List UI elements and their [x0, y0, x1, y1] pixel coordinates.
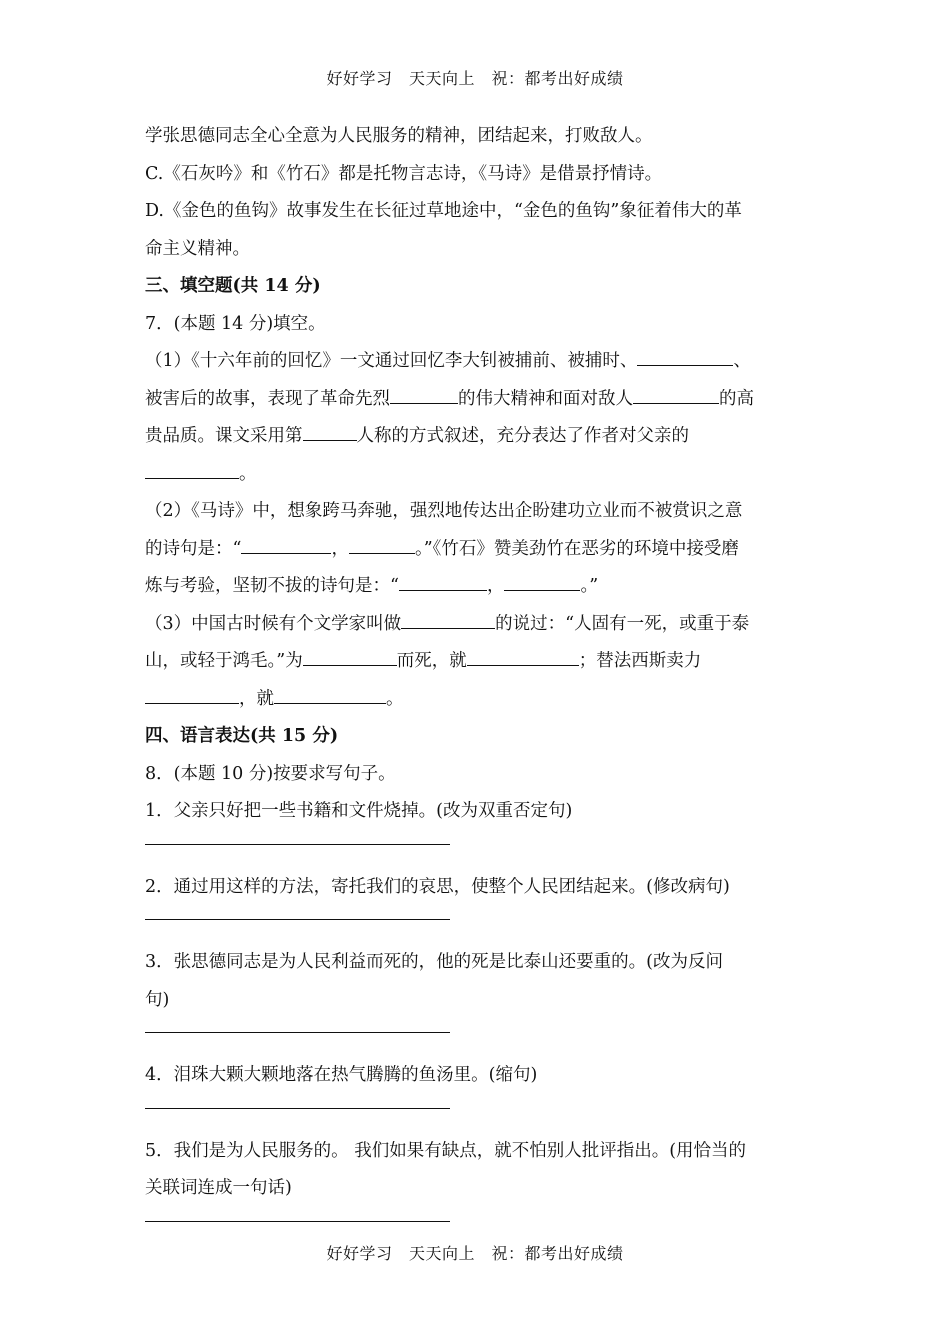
sentence-task-3: 3．张思德同志是为人民利益而死的，他的死是比泰山还要重的。(改为反问 [145, 952, 723, 972]
blank[interactable] [637, 343, 733, 366]
sentence-task-4: 4．泪珠大颗大颗地落在热气腾腾的鱼汤里。(缩句) [145, 1065, 538, 1085]
q7-text: 。”《竹石》赞美劲竹在恶劣的环境中接受磨 [414, 538, 739, 559]
q7-part2-line1: （2）《马诗》中，想象跨马奔驰，强烈地传达出企盼建功立业而不被赏识之意 [145, 501, 743, 521]
q7-text: （1）《十六年前的回忆》一文通过回忆李大钊被捕前、被捕时、 [145, 351, 638, 371]
text-line: 学张思德同志全心全意为人民服务的精神，团结起来，打败敌人。 [145, 126, 653, 146]
q7-text: 被害后的故事，表现了革命先烈 [145, 388, 390, 409]
q7-text: ， [486, 576, 505, 596]
worksheet-body [145, 118, 813, 1246]
section-title-fill-in: 三、填空题(共 14 分) [145, 276, 321, 296]
q7-text: 炼与考验，坚韧不拔的诗句是：“ [145, 576, 399, 596]
q7-text: 山，或轻于鸿毛。”为 [145, 651, 303, 671]
sentence-task-1: 1．父亲只好把一些书籍和文件烧掉。(改为双重否定句) [145, 801, 573, 821]
q7-text: 人称的方式叙述，充分表达了作者对父亲的 [356, 426, 689, 446]
blank[interactable] [349, 531, 415, 554]
q7-part1-line4 [145, 456, 813, 494]
q7-part1-line1 [145, 343, 813, 381]
q7-part2-line3 [145, 568, 813, 606]
q7-part1-line3 [145, 418, 813, 456]
q7-text: ，就 [239, 688, 274, 709]
q7-part1-line2 [145, 381, 813, 419]
page-footer: 好好学习 天天向上 祝：都考出好成绩 [326, 1244, 624, 1263]
question-7-title: 7．(本题 14 分)填空。 [145, 313, 326, 334]
q7-part3-line3 [145, 681, 813, 719]
answer-line-2[interactable] [145, 918, 450, 920]
q7-text: 的诗句是：“ [145, 538, 242, 559]
q7-text: 而死，就 [396, 651, 467, 671]
blank[interactable] [303, 643, 397, 666]
q7-part3-line1 [145, 606, 813, 644]
sentence-task-5: 5．我们是为人民服务的。 我们如果有缺点，就不怕别人批评指出。(用恰当的 [145, 1140, 747, 1161]
q7-part2-line2 [145, 531, 813, 569]
blank[interactable] [145, 681, 239, 704]
question-8-title: 8．(本题 10 分)按要求写句子。 [145, 763, 396, 784]
blank[interactable] [145, 456, 239, 479]
q7-text: 、 [733, 351, 751, 371]
blank[interactable] [633, 381, 719, 404]
blank[interactable] [399, 568, 487, 591]
option-d-cont: 命主义精神。 [145, 238, 250, 259]
blank[interactable] [303, 418, 357, 441]
blank[interactable] [241, 531, 331, 554]
q7-text: 。 [386, 688, 404, 709]
q7-text: 贵品质。课文采用第 [145, 426, 303, 446]
answer-line-1[interactable] [145, 843, 450, 845]
section-title-language: 四、语言表达(共 15 分) [145, 726, 339, 746]
q7-text: 的伟大精神和面对敌人 [458, 388, 633, 409]
q7-text: （3）中国古时候有个文学家叫做 [145, 613, 402, 634]
blank[interactable] [504, 568, 580, 591]
answer-line-4[interactable] [145, 1107, 450, 1109]
sentence-task-2: 2．通过用这样的方法，寄托我们的哀思，使整个人民团结起来。(修改病句) [145, 876, 730, 897]
option-c: C.《石灰吟》和《竹石》都是托物言志诗，《马诗》是借景抒情诗。 [145, 163, 663, 184]
answer-line-3[interactable] [145, 1031, 450, 1033]
sentence-task-5-cont: 关联词连成一句话) [145, 1178, 292, 1198]
answer-line-5[interactable] [145, 1220, 450, 1222]
q7-part3-line2 [145, 643, 813, 681]
blank[interactable] [467, 643, 579, 666]
blank[interactable] [401, 606, 495, 629]
option-d: D.《金色的鱼钩》故事发生在长征过草地途中，“金色的鱼钩”象征着伟大的革 [145, 201, 742, 221]
q7-text: ；替法西斯卖力 [578, 651, 702, 671]
page-header: 好好学习 天天向上 祝：都考出好成绩 [326, 69, 624, 88]
blank[interactable] [274, 681, 386, 704]
q7-text: ， [331, 538, 349, 559]
blank[interactable] [390, 381, 458, 404]
q7-text: 。 [239, 463, 257, 484]
sentence-task-3-cont: 句) [145, 989, 170, 1010]
q7-text: 的高 [719, 388, 754, 409]
q7-text: 的说过：“人固有一死，或重于泰 [495, 613, 750, 634]
q7-text: 。” [580, 576, 599, 596]
